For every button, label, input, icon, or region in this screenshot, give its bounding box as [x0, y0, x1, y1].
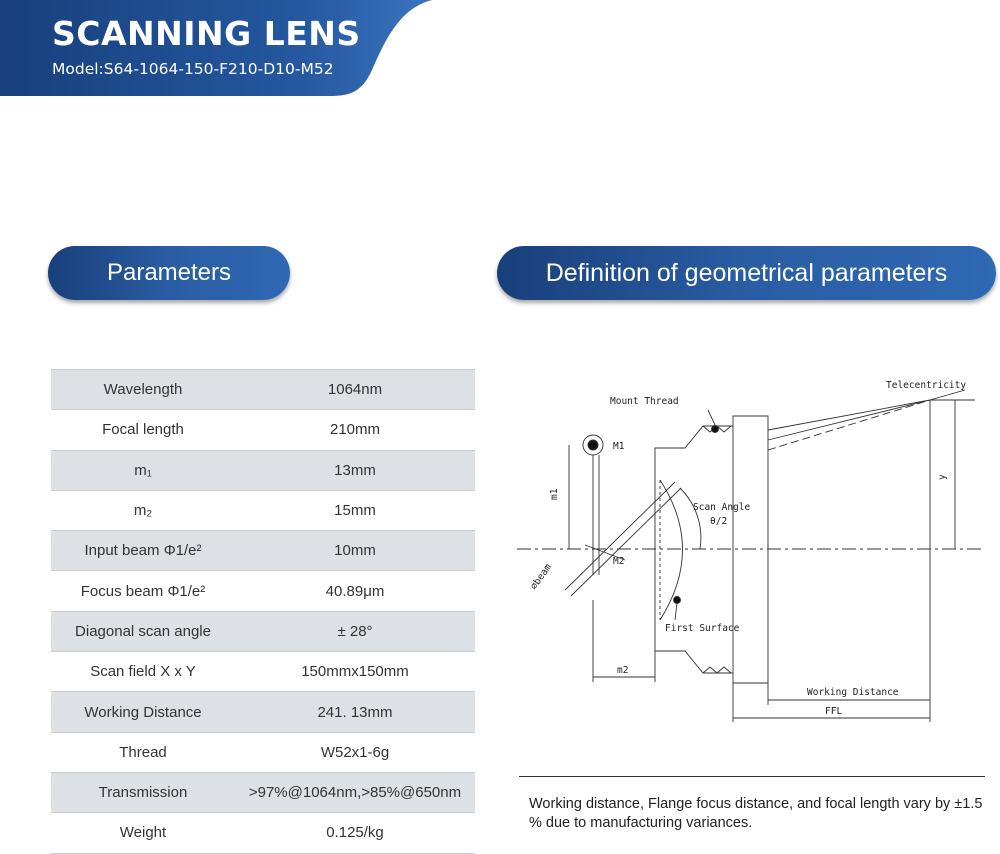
definition-heading: Definition of geometrical parameters	[497, 246, 996, 300]
param-value: 241. 13mm	[235, 692, 475, 732]
exit-ray-2	[768, 400, 930, 440]
param-label: Scan field X x Y	[51, 652, 235, 692]
working-distance-label: Working Distance	[807, 687, 899, 698]
param-label: Input beam Φ1/e²	[51, 531, 235, 571]
telecentric-ray	[930, 390, 965, 400]
scan-angle-label: Scan Angle	[693, 502, 751, 513]
scan-angle-arc	[680, 488, 701, 549]
table-row	[51, 531, 475, 571]
param-value: 0.125/kg	[235, 813, 475, 853]
mount-thread-label: Mount Thread	[610, 396, 679, 407]
product-title: SCANNING LENS	[52, 14, 361, 53]
param-value: W52x1-6g	[235, 732, 475, 772]
mount-thread-leader	[708, 410, 715, 425]
param-label: Wavelength	[51, 370, 235, 410]
param-label: Weight	[51, 813, 235, 853]
param-value: 10mm	[235, 531, 475, 571]
lens-body-outline	[655, 416, 768, 683]
table-row	[51, 692, 475, 732]
table-row	[51, 490, 475, 530]
param-label: Focal length	[51, 410, 235, 450]
param-label: m₁	[51, 450, 235, 490]
first-surface-label: First Surface	[665, 623, 740, 634]
param-label: Working Distance	[51, 692, 235, 732]
exit-ray-center	[768, 400, 930, 450]
mount-thread-dot	[712, 426, 719, 433]
table-row	[51, 611, 475, 651]
param-value: 150mmx150mm	[235, 652, 475, 692]
parameters-heading: Parameters	[48, 246, 290, 300]
param-label: Focus beam Φ1/e²	[51, 571, 235, 611]
param-value: ± 28°	[235, 611, 475, 651]
exit-ray-1	[768, 400, 930, 430]
first-surface-leader	[675, 603, 677, 620]
param-value: >97%@1064nm,>85%@650nm	[235, 772, 475, 812]
param-value: 1064nm	[235, 370, 475, 410]
model-number: Model:S64-1064-150-F210-D10-M52	[52, 60, 334, 78]
param-label: Diagonal scan angle	[51, 611, 235, 651]
beam-line-2	[571, 488, 681, 596]
first-surface-dot	[674, 597, 681, 604]
ffl-label: FFL	[825, 706, 843, 717]
m2-label: M2	[613, 556, 625, 567]
y-label: y	[937, 474, 948, 480]
table-row	[51, 772, 475, 812]
param-value: 210mm	[235, 410, 475, 450]
theta-half-label: θ/2	[710, 516, 728, 527]
m1-label: M1	[613, 441, 625, 452]
tolerance-note: Working distance, Flange focus distance, and focal length vary by ±1.5 % due to manufacturing variances.	[529, 796, 983, 831]
param-value: 13mm	[235, 450, 475, 490]
table-row	[51, 571, 475, 611]
m1-mirror-dot	[588, 440, 598, 450]
table-row	[51, 813, 475, 853]
table-row	[51, 450, 475, 490]
param-label: m₂	[51, 490, 235, 530]
param-value: 15mm	[235, 490, 475, 530]
beam-diameter-label: ∅beam	[528, 561, 554, 592]
table-row	[51, 732, 475, 772]
title-banner	[0, 0, 432, 100]
param-label: Transmission	[51, 772, 235, 812]
table-row	[51, 410, 475, 450]
geometry-diagram	[505, 370, 990, 730]
param-value: 40.89μm	[235, 571, 475, 611]
m2-dim-label: m2	[617, 665, 629, 676]
telecentricity-label: Telecentricity	[886, 380, 967, 391]
thread-hatch-bottom	[703, 667, 731, 673]
table-row	[51, 652, 475, 692]
param-label: Thread	[51, 732, 235, 772]
parameters-table	[51, 369, 475, 854]
beam-line-1	[565, 482, 675, 590]
m1-dim-label: m1	[549, 488, 560, 500]
table-row	[51, 370, 475, 410]
note-divider	[519, 776, 985, 777]
